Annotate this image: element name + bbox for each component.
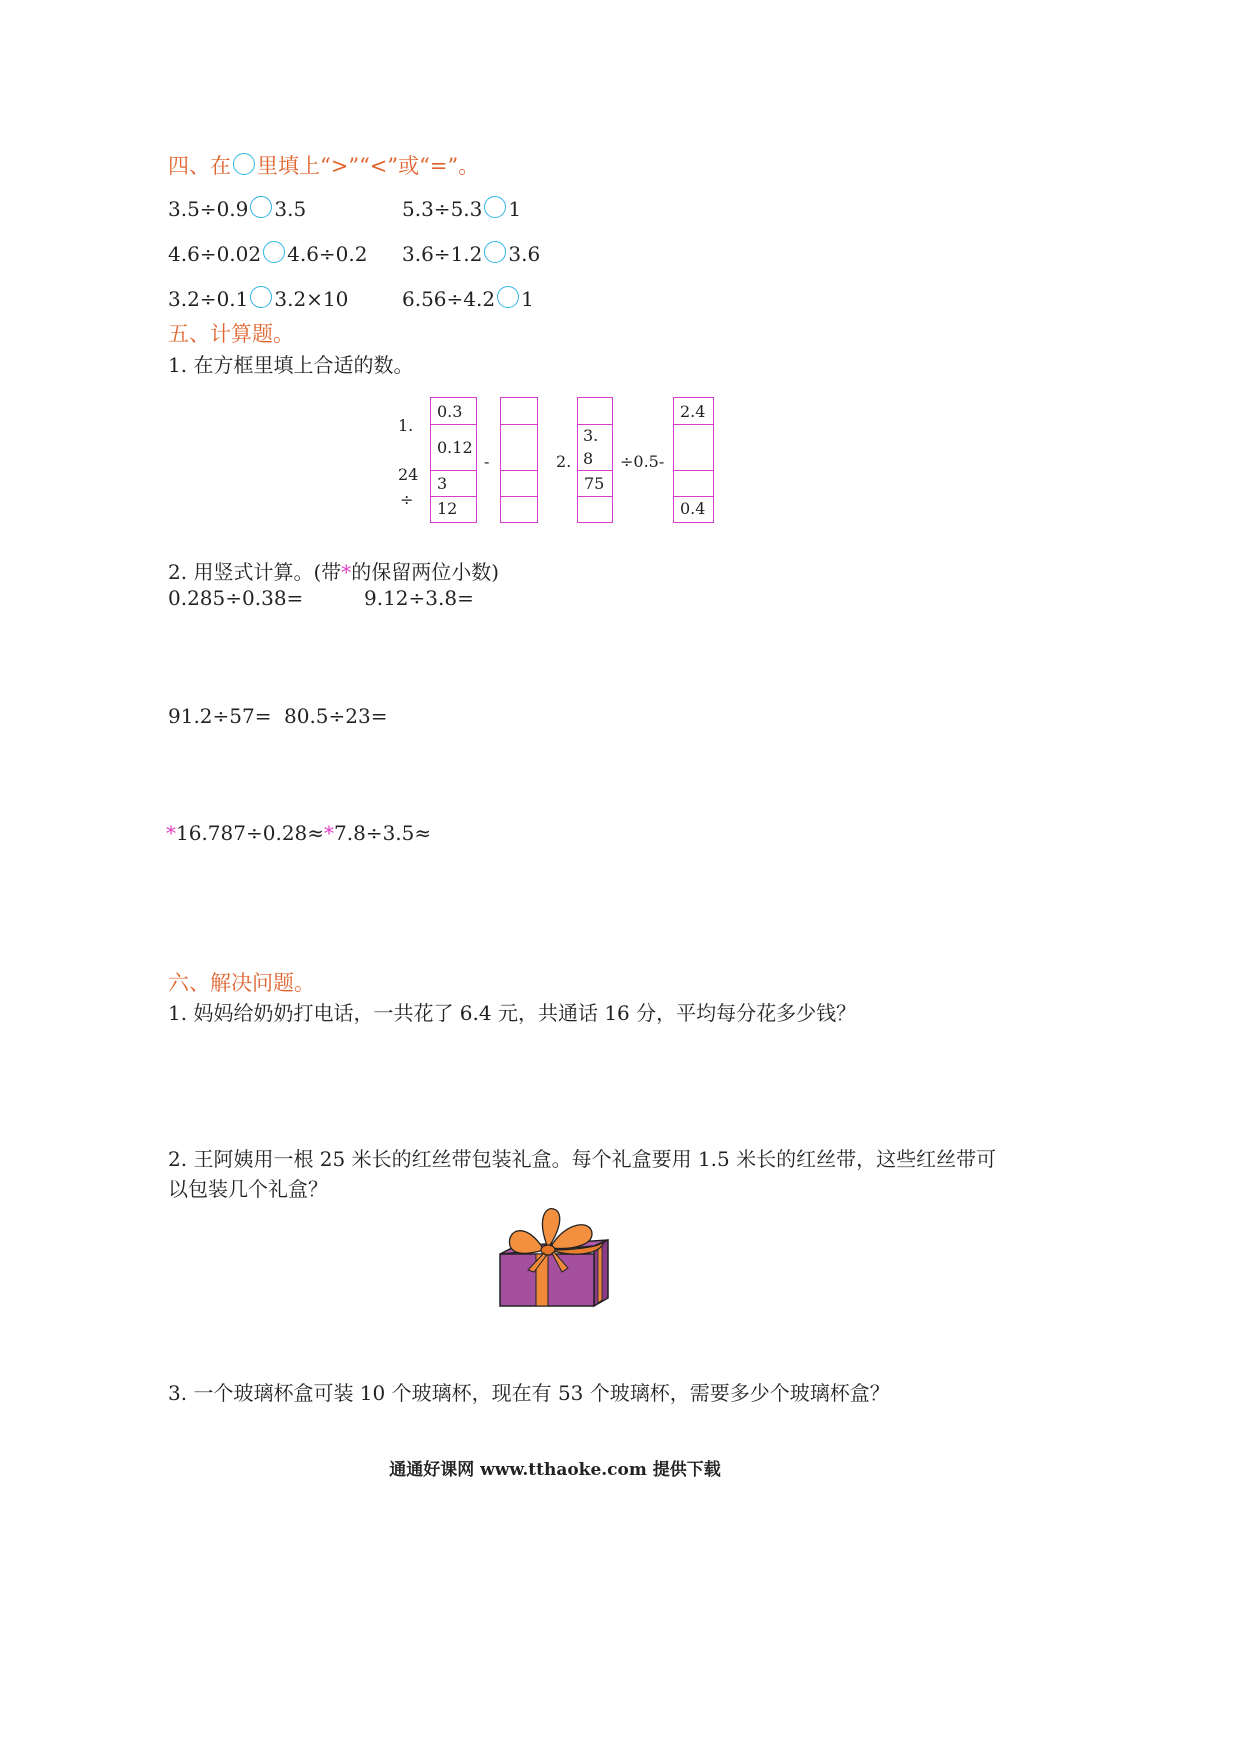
box-column-4 xyxy=(673,397,714,523)
gift-box-image xyxy=(496,1200,612,1312)
problem-2-line-1: 2. 王阿姨用一根 25 米长的红丝带包装礼盒。每个礼盒要用 1.5 米长的红丝带，这些红丝带可 xyxy=(168,1147,997,1171)
circle-icon xyxy=(233,153,255,175)
box-cell-split[interactable] xyxy=(578,425,612,471)
expr: 3.6÷1.2 xyxy=(402,242,483,266)
problem-1: 1. 妈妈给奶奶打电话，一共花了 6.4 元，共通话 16 分，平均每分花多少钱？ xyxy=(168,1001,857,1025)
star-mark: * xyxy=(166,821,176,845)
star-mark: * xyxy=(324,821,334,845)
label-24: 24 xyxy=(398,465,419,484)
footer-source: 通通好课网 www.tthaoke.com 提供下载 xyxy=(389,1460,721,1480)
question-2 xyxy=(168,556,499,585)
box-cell[interactable]: 75 xyxy=(578,471,612,497)
problem-3: 3. 一个玻璃杯盒可装 10 个玻璃杯，现在有 53 个玻璃杯，需要多少个玻璃杯盒？ xyxy=(168,1381,890,1405)
expr: 3.2×10 xyxy=(274,287,349,311)
box-cell[interactable]: 12 xyxy=(437,499,458,518)
label-1: 1. xyxy=(398,416,414,435)
star-mark: * xyxy=(341,560,352,584)
calc-2a: 91.2÷57= xyxy=(168,704,272,728)
expr: 4.6÷0.02 xyxy=(168,242,262,266)
q2-text-a: 2. 用竖式计算。(带 xyxy=(168,560,342,584)
section5-title: 五、计算题。 xyxy=(168,322,294,346)
box-cell[interactable]: 0.3 xyxy=(431,398,476,425)
section4-title-b: 里填上“>”“<”或“=”。 xyxy=(257,154,480,178)
box-column-2 xyxy=(500,397,538,523)
expr: 1 xyxy=(521,287,534,311)
expr: 6.56÷4.2 xyxy=(402,287,496,311)
expr: 1 xyxy=(508,197,522,221)
box-cell[interactable] xyxy=(674,471,713,497)
compare-row-2-left xyxy=(168,241,367,266)
answer-circle[interactable] xyxy=(497,286,519,308)
q2-text-b: 的保留两位小数) xyxy=(351,560,500,584)
compare-row-1-left xyxy=(168,196,306,221)
expr: 3.5÷0.9 xyxy=(168,197,249,221)
section4-title xyxy=(168,150,479,180)
question-1: 1. 在方框里填上合适的数。 xyxy=(168,353,414,377)
expr: 3.2÷0.1 xyxy=(168,287,249,311)
expr: 3.6 xyxy=(508,242,541,266)
compare-row-2-right xyxy=(402,241,540,266)
box-cell[interactable]: 0.12 xyxy=(431,425,476,471)
expr: 3.5 xyxy=(274,197,307,221)
calc-1a: 0.285÷0.38= xyxy=(168,586,304,610)
box-cell[interactable] xyxy=(501,398,537,425)
expr: 5.3÷5.3 xyxy=(402,197,483,221)
box-cell[interactable]: 2.4 xyxy=(674,398,713,425)
box-cell[interactable] xyxy=(501,497,537,521)
minus-sign: - xyxy=(484,452,490,471)
answer-circle[interactable] xyxy=(263,241,285,263)
calc-3b xyxy=(324,821,431,845)
cell-text: 8 xyxy=(583,449,594,468)
box-cell[interactable] xyxy=(501,471,537,497)
box-column-1 xyxy=(430,397,477,523)
box-cell[interactable] xyxy=(578,398,612,425)
box-cell[interactable] xyxy=(578,497,612,521)
calc-3a xyxy=(166,821,324,845)
calc-expr: 7.8÷3.5≈ xyxy=(334,821,432,845)
answer-circle[interactable] xyxy=(484,241,506,263)
calc-2b: 80.5÷23= xyxy=(284,704,388,728)
box-cell[interactable]: 3 xyxy=(431,471,476,497)
box-cell[interactable] xyxy=(674,425,713,471)
answer-circle[interactable] xyxy=(250,286,272,308)
label-2: 2. xyxy=(556,452,572,471)
answer-circle[interactable] xyxy=(250,196,272,218)
box-cell[interactable]: 0.4 xyxy=(680,499,706,518)
compare-row-1-right xyxy=(402,196,521,221)
divide-sign: ÷ xyxy=(400,490,414,509)
section4-title-a: 四、在 xyxy=(168,154,231,178)
calc-1b: 9.12÷3.8= xyxy=(364,586,474,610)
box-cell[interactable] xyxy=(501,425,537,471)
calc-expr: 16.787÷0.28≈ xyxy=(176,821,325,845)
answer-circle[interactable] xyxy=(484,196,506,218)
expr: 4.6÷0.2 xyxy=(287,242,368,266)
box-column-3 xyxy=(577,397,613,523)
compare-row-3-left xyxy=(168,286,348,311)
section6-title: 六、解决问题。 xyxy=(168,971,315,995)
divide-half-label: ÷0.5- xyxy=(620,452,665,471)
compare-row-3-right xyxy=(402,286,534,311)
problem-2-line-2: 以包装几个礼盒？ xyxy=(168,1177,328,1201)
cell-text: 3. xyxy=(583,426,599,445)
